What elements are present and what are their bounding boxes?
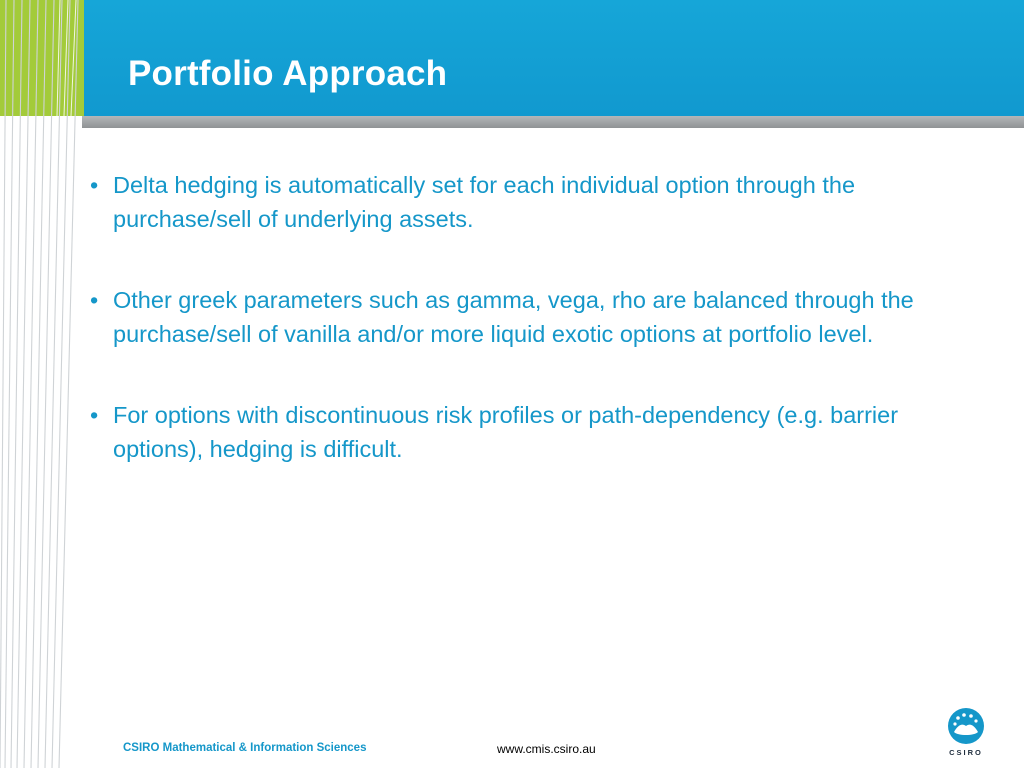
csiro-logo-icon	[944, 706, 988, 758]
bullet-marker: •	[90, 402, 99, 428]
header-rule	[82, 116, 1024, 128]
bullet-item	[90, 398, 980, 466]
decorative-stripes-icon	[0, 0, 100, 768]
footer-url: www.cmis.csiro.au	[497, 742, 596, 756]
bullet-text: Delta hedging is automatically set for each individual option through the purchase/sell of underlying assets.	[113, 172, 856, 232]
footer-organization: CSIRO Mathematical & Information Sciences	[123, 742, 367, 754]
slide-title: Portfolio Approach	[128, 54, 448, 93]
svg-text:CSIRO: CSIRO	[949, 748, 983, 757]
bullet-marker: •	[90, 287, 99, 313]
bullet-text: Other greek parameters such as gamma, vega, rho are balanced through the purchase/sell of vanilla and/or more liquid exotic options at portfolio level.	[113, 287, 914, 347]
bullet-marker: •	[90, 172, 99, 198]
bullet-list	[90, 168, 980, 513]
bullet-item	[90, 283, 980, 351]
bullet-item	[90, 168, 980, 236]
bullet-text: For options with discontinuous risk profiles or path-dependency (e.g. barrier options), hedging is difficult.	[113, 402, 899, 462]
